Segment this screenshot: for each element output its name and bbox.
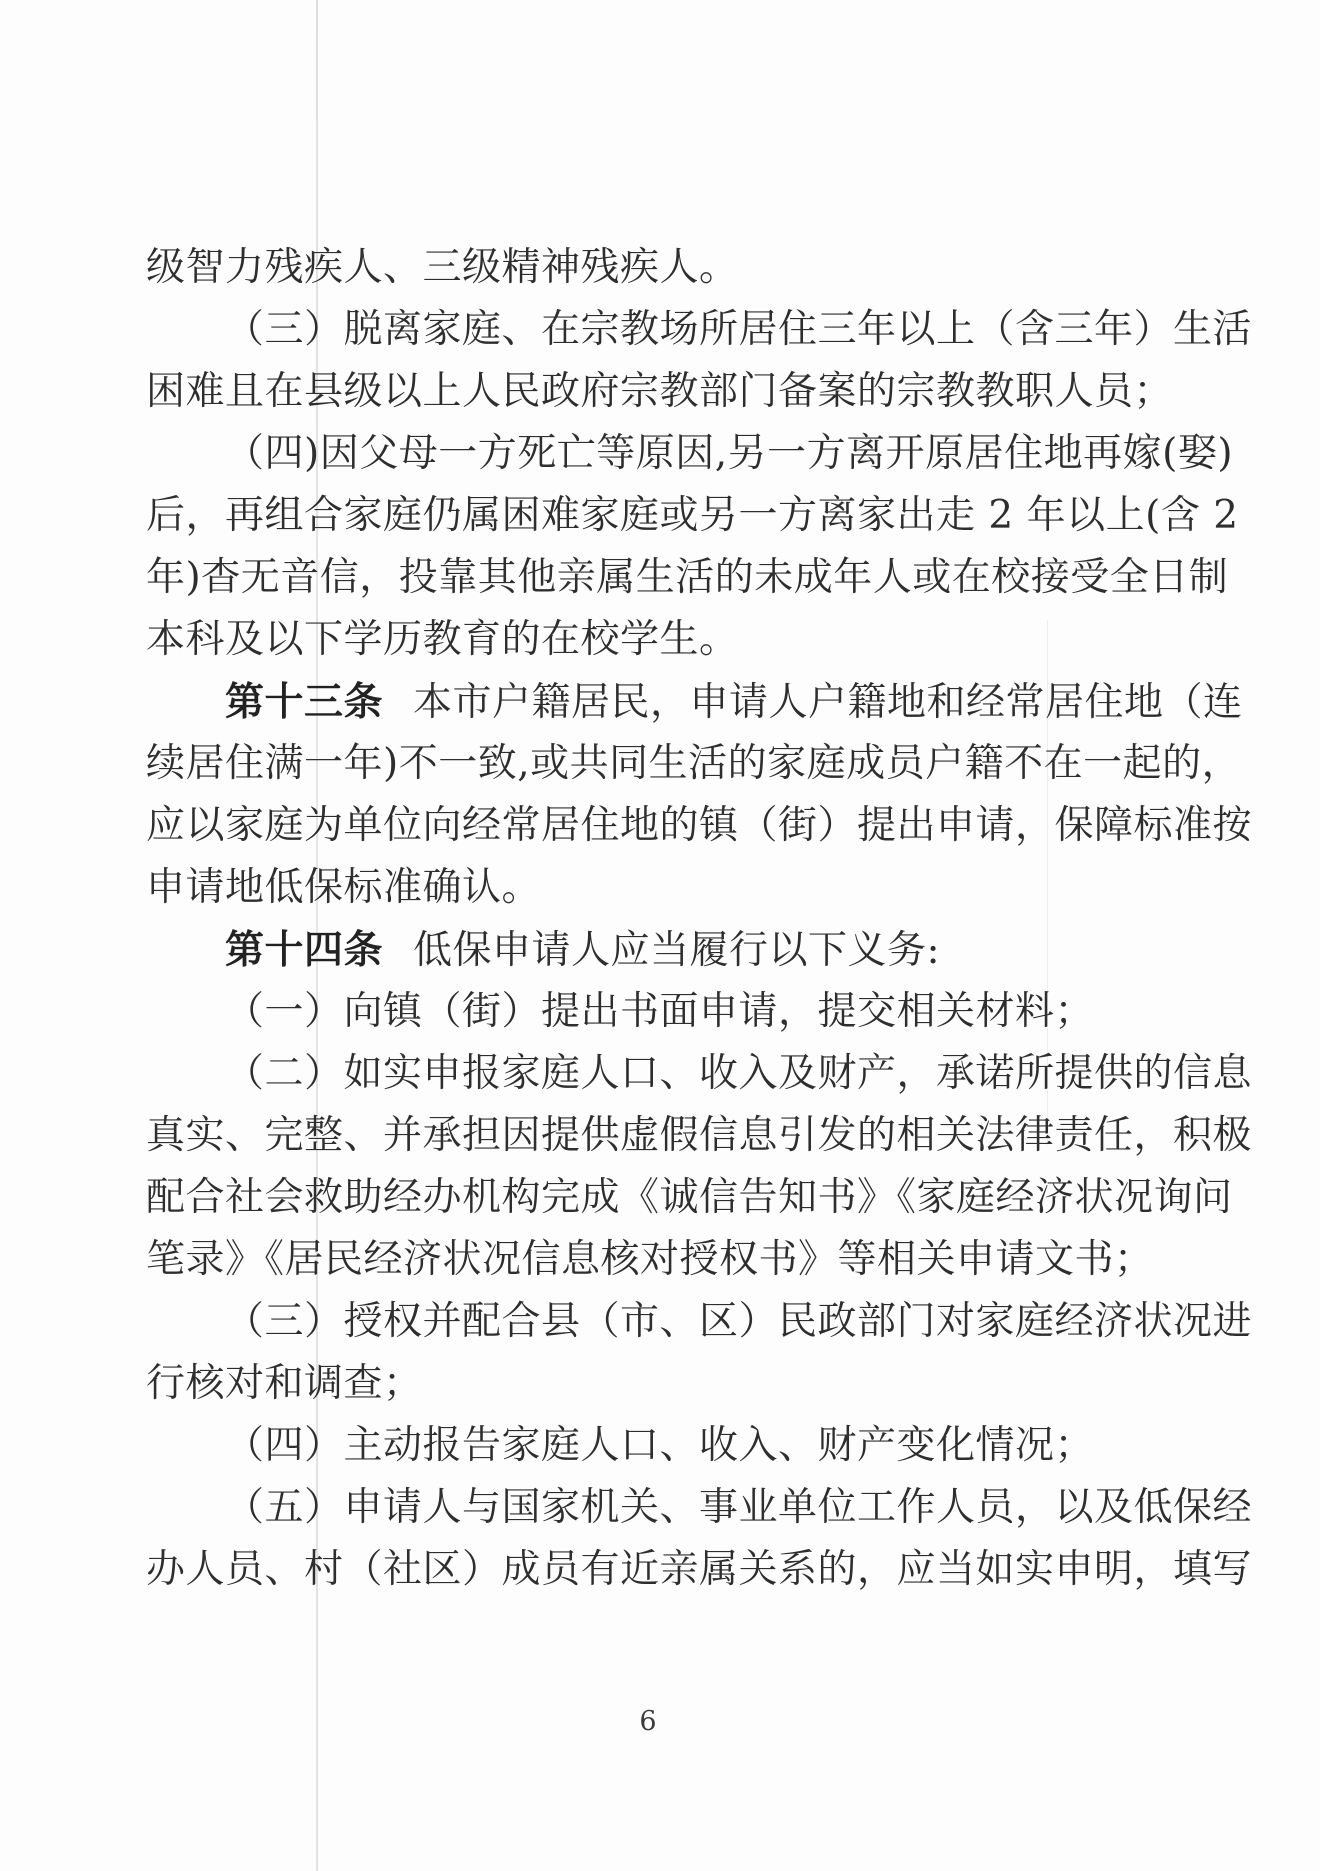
page-number: 6 [639, 1706, 657, 1737]
article-13-text: 本市户籍居民，申请人户籍地和经常居住地（连 [413, 680, 1243, 725]
text-line: 笔录》《居民经济状况信息核对授权书》等相关申请文书； [146, 1237, 1154, 1282]
text-line: 续居住满一年)不一致,或共同生活的家庭成员户籍不在一起的， [146, 741, 1242, 786]
text-line: 配合社会救助经办机构完成《诚信告知书》《家庭经济状况询问 [146, 1175, 1233, 1220]
document-body [146, 237, 1253, 1601]
text-line: （四）主动报告家庭人口、收入、财产变化情况； [225, 1423, 1095, 1468]
text-line: 困难且在县级以上人民政府宗教部门备案的宗教教职人员； [146, 369, 1174, 414]
text-line: 办人员、村（社区）成员有近亲属关系的，应当如实申明，填写 [146, 1547, 1253, 1592]
text-line: （三）授权并配合县（市、区）民政部门对家庭经济状况进 [225, 1299, 1253, 1344]
text-line: 本科及以下学历教育的在校学生。 [146, 617, 739, 662]
article-13-term: 第十三条 [225, 679, 384, 725]
text-line: 申请地低保标准确认。 [146, 865, 542, 910]
text-line: 年)杳无音信，投靠其他亲属生活的未成年人或在校接受全日制 [146, 555, 1229, 600]
text-line: 真实、完整、并承担因提供虚假信息引发的相关法律责任，积极 [146, 1113, 1253, 1158]
text-line: 级智力残疾人、三级精神残疾人。 [146, 245, 739, 290]
text-line-article-14 [146, 919, 1180, 981]
text-line: （一）向镇（街）提出书面申请，提交相关材料； [225, 989, 1095, 1034]
text-line: （四)因父母一方死亡等原因,另一方离开原居住地再嫁(娶) [225, 431, 1234, 476]
text-line: （三）脱离家庭、在宗教场所居住三年以上（含三年）生活 [225, 307, 1253, 352]
text-line-article-13 [146, 671, 1243, 733]
text-line: 行核对和调查； [146, 1361, 423, 1406]
text-line: 后，再组合家庭仍属困难家庭或另一方离家出走 2 年以上(含 2 [146, 493, 1239, 538]
text-line: 应以家庭为单位向经常居住地的镇（街）提出申请，保障标准按 [146, 803, 1253, 848]
article-14-term: 第十四条 [225, 927, 384, 973]
text-line: （五）申请人与国家机关、事业单位工作人员，以及低保经 [225, 1485, 1253, 1530]
article-14-text: 低保申请人应当履行以下义务: [413, 928, 941, 973]
text-line: （二）如实申报家庭人口、收入及财产，承诺所提供的信息 [225, 1051, 1253, 1096]
